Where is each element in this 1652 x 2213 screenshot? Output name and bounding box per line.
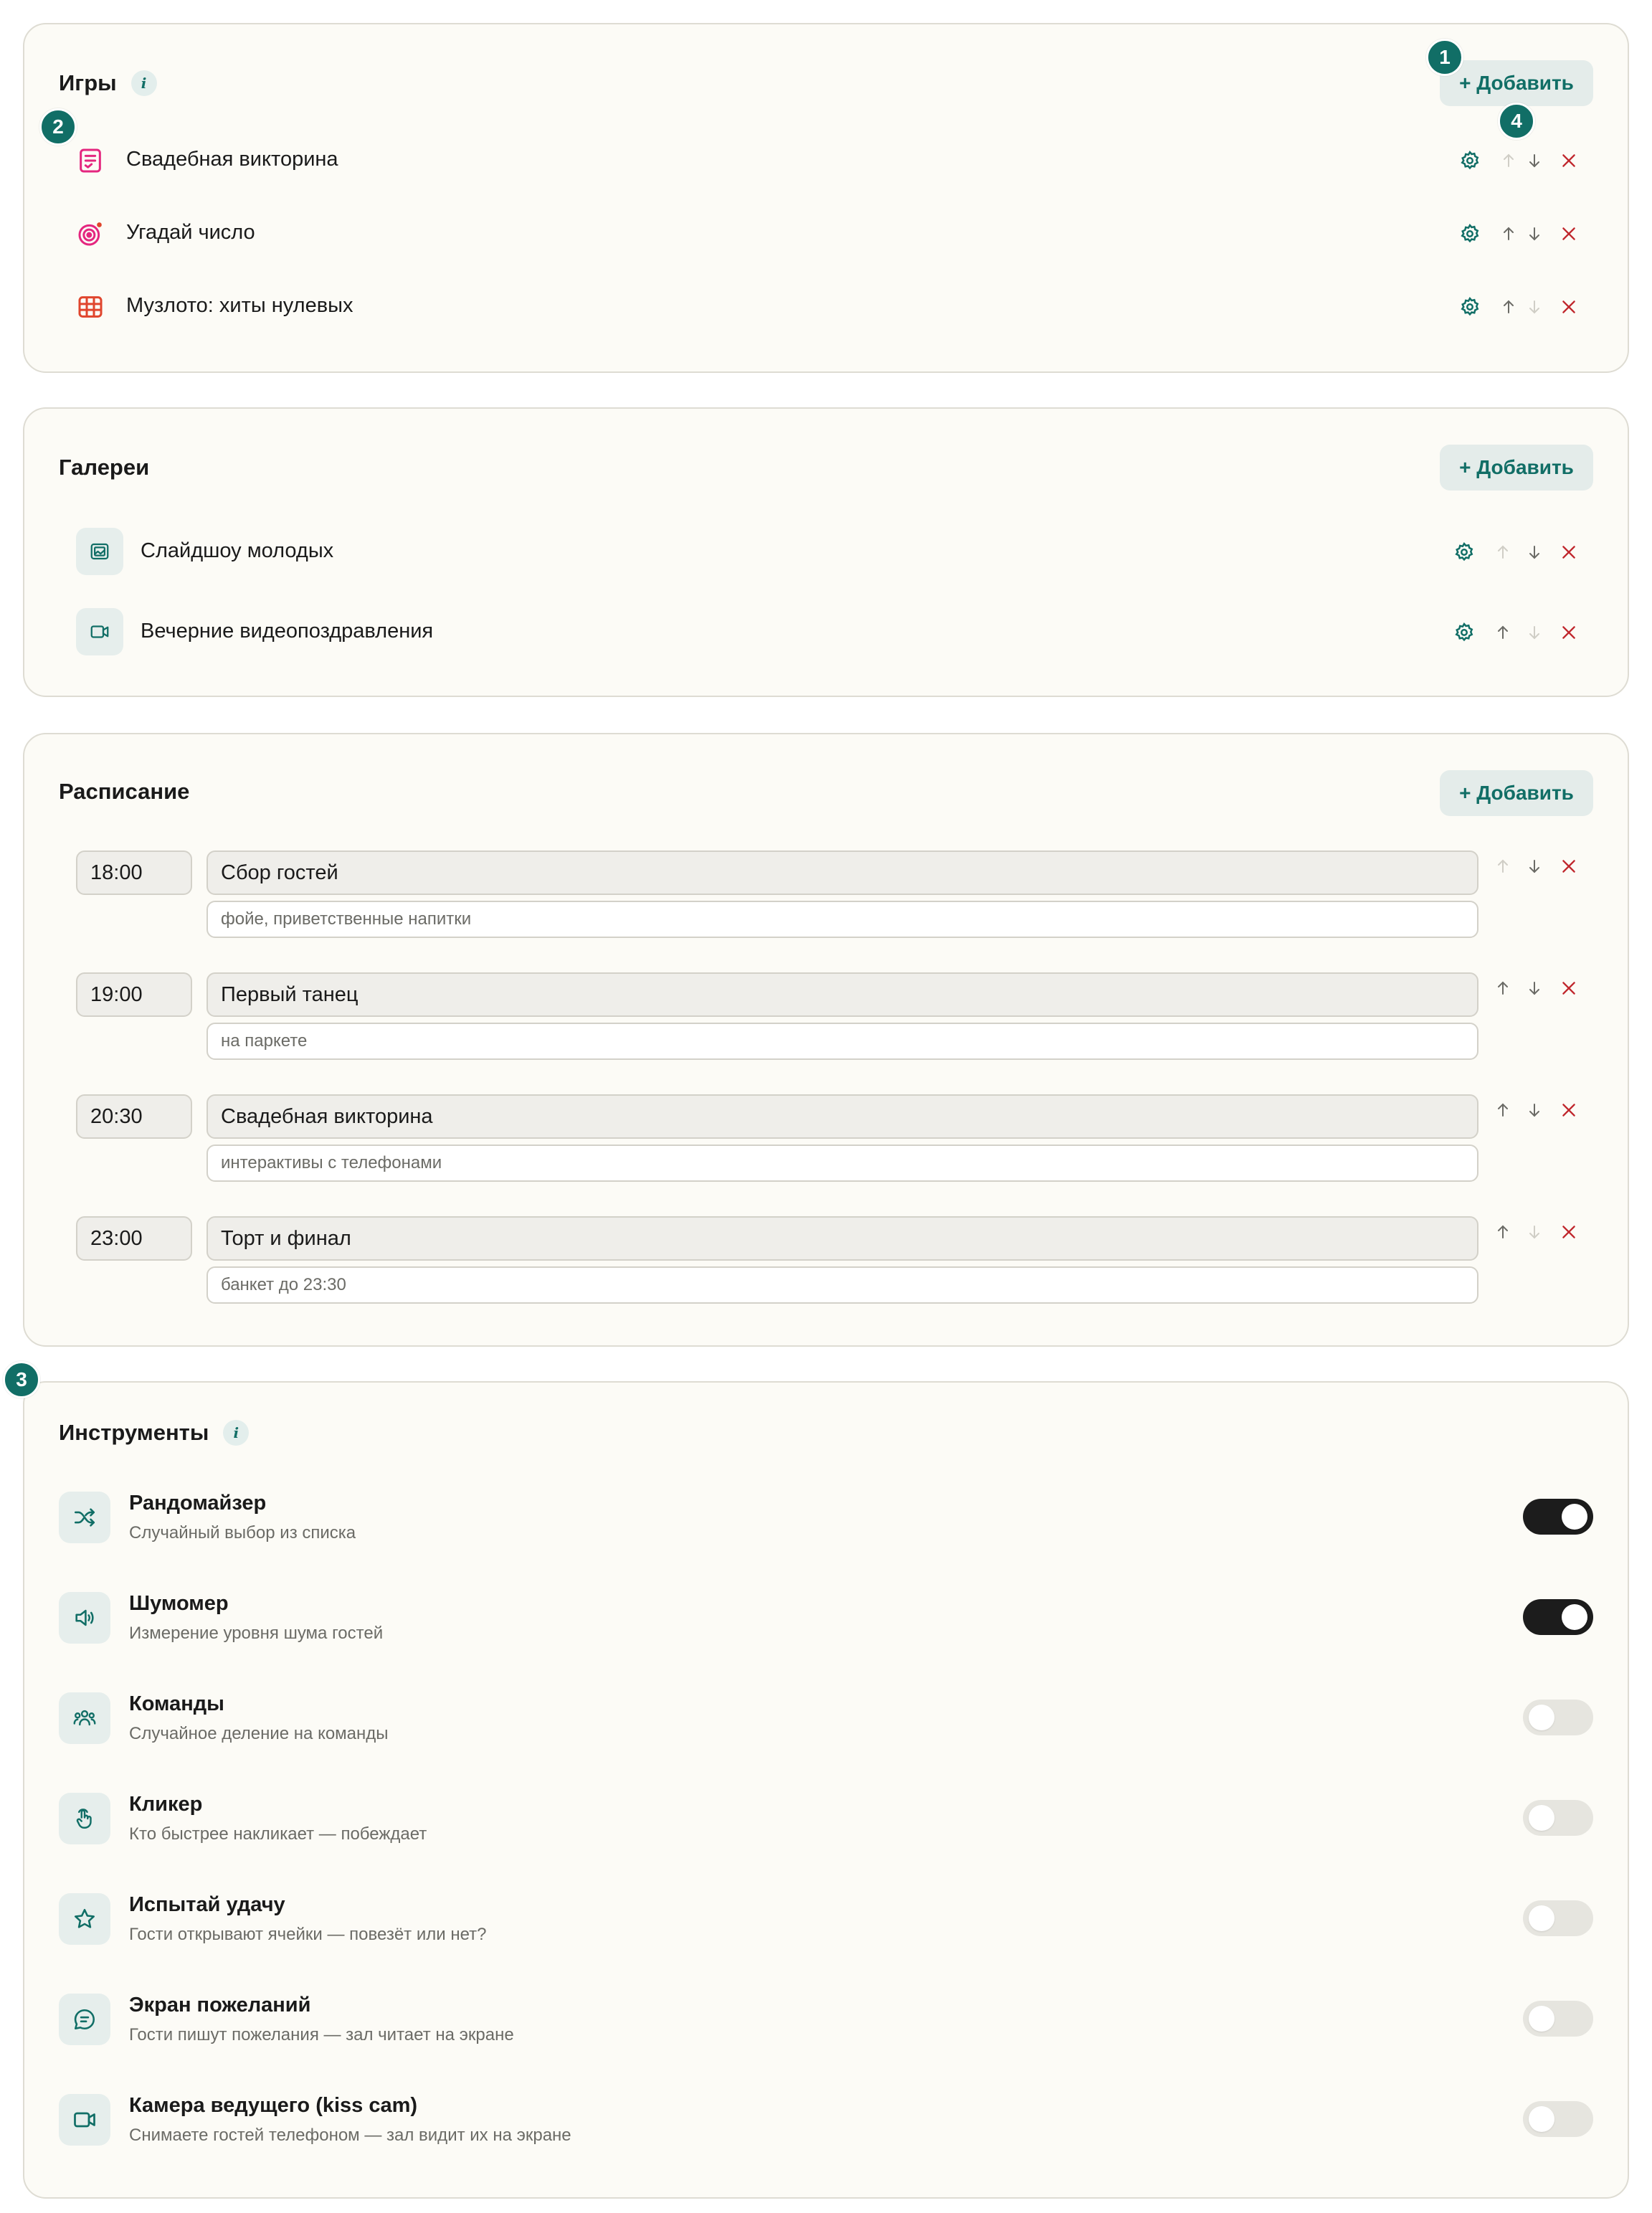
delete-icon[interactable] xyxy=(1554,852,1583,881)
tool-description: Случайное деление на команды xyxy=(129,1724,389,1743)
tool-name: Команды xyxy=(129,1692,224,1715)
galleries-title-wrap xyxy=(59,455,149,480)
tool-description: Снимаете гостей телефоном — зал видит их на экране xyxy=(129,2126,571,2145)
move-down-icon[interactable] xyxy=(1520,618,1549,647)
event-title-input[interactable]: Первый танец xyxy=(206,972,1478,1017)
speaker-icon xyxy=(59,1592,110,1644)
game-row xyxy=(24,132,1628,189)
event-title-input[interactable]: Торт и финал xyxy=(206,1216,1478,1261)
galleries-title: Галереи xyxy=(59,455,150,480)
event-note-input[interactable]: интерактивы с телефонами xyxy=(206,1145,1478,1182)
schedule-add-button[interactable]: + Добавить xyxy=(1440,770,1593,816)
games-title: Игры xyxy=(59,70,117,95)
move-up-icon[interactable] xyxy=(1489,538,1517,567)
move-up-icon[interactable] xyxy=(1494,293,1523,321)
move-up-icon[interactable] xyxy=(1489,1096,1517,1124)
delete-icon[interactable] xyxy=(1554,146,1583,175)
toggle-knob xyxy=(1562,1604,1587,1630)
schedule-card xyxy=(23,733,1629,1347)
grid-table-icon xyxy=(75,291,106,323)
shuffle-icon xyxy=(59,1492,110,1543)
games-card xyxy=(23,23,1629,373)
delete-icon[interactable] xyxy=(1554,538,1583,567)
delete-icon[interactable] xyxy=(1554,293,1583,321)
settings-icon[interactable] xyxy=(1456,146,1484,175)
game-label: Угадай число xyxy=(126,221,255,244)
tool-toggle[interactable] xyxy=(1523,2101,1593,2137)
tool-name: Рандомайзер xyxy=(129,1492,267,1515)
move-down-icon[interactable] xyxy=(1520,1096,1549,1124)
annotation-marker: 4 xyxy=(1498,103,1535,140)
move-up-icon[interactable] xyxy=(1489,1218,1517,1246)
delete-icon[interactable] xyxy=(1554,219,1583,248)
tools-title-wrap xyxy=(59,1420,249,1446)
toggle-knob xyxy=(1529,1805,1554,1831)
tool-toggle[interactable] xyxy=(1523,1499,1593,1535)
toggle-knob xyxy=(1529,2106,1554,2132)
event-title-input[interactable]: Сбор гостей xyxy=(206,850,1478,895)
tool-name: Кликер xyxy=(129,1793,203,1816)
image-icon xyxy=(76,528,123,575)
move-down-icon[interactable] xyxy=(1520,974,1549,1003)
tool-toggle[interactable] xyxy=(1523,2001,1593,2037)
tool-description: Измерение уровня шума гостей xyxy=(129,1624,384,1643)
video-icon xyxy=(76,608,123,655)
delete-icon[interactable] xyxy=(1554,618,1583,647)
toggle-knob xyxy=(1529,1705,1554,1730)
gallery-row xyxy=(24,523,1628,581)
annotation-marker: 3 xyxy=(3,1361,40,1398)
galleries-card xyxy=(23,407,1629,697)
move-up-icon[interactable] xyxy=(1489,974,1517,1003)
settings-icon[interactable] xyxy=(1456,293,1484,321)
tool-description: Гости пишут пожелания — зал читает на экране xyxy=(129,2025,514,2044)
event-title-input[interactable]: Свадебная викторина xyxy=(206,1094,1478,1139)
move-down-icon[interactable] xyxy=(1520,146,1549,175)
tool-toggle[interactable] xyxy=(1523,1900,1593,1936)
team-icon xyxy=(59,1692,110,1744)
delete-icon[interactable] xyxy=(1554,974,1583,1003)
game-label: Музлото: хиты нулевых xyxy=(126,294,353,317)
event-note-input[interactable]: фойе, приветственные напитки xyxy=(206,901,1478,938)
tap-hand-icon xyxy=(59,1793,110,1844)
tool-toggle[interactable] xyxy=(1523,1800,1593,1836)
schedule-title: Расписание xyxy=(59,779,190,804)
move-down-icon[interactable] xyxy=(1520,1218,1549,1246)
target-icon xyxy=(75,218,106,250)
game-row xyxy=(24,205,1628,262)
time-input[interactable]: 23:00 xyxy=(76,1216,192,1261)
game-row xyxy=(24,278,1628,336)
annotation-marker: 1 xyxy=(1426,39,1463,76)
delete-icon[interactable] xyxy=(1554,1218,1583,1246)
star-icon xyxy=(59,1893,110,1945)
tool-name: Камера ведущего (kiss cam) xyxy=(129,2094,418,2117)
gallery-label: Вечерние видеопоздравления xyxy=(141,620,434,643)
toggle-knob xyxy=(1529,2006,1554,2032)
time-input[interactable]: 19:00 xyxy=(76,972,192,1017)
annotation-marker: 2 xyxy=(39,108,77,146)
move-up-icon[interactable] xyxy=(1489,852,1517,881)
galleries-add-button[interactable]: + Добавить xyxy=(1440,445,1593,491)
tool-name: Экран пожеланий xyxy=(129,1994,311,2017)
settings-icon[interactable] xyxy=(1456,219,1484,248)
delete-icon[interactable] xyxy=(1554,1096,1583,1124)
games-add-button[interactable]: + Добавить xyxy=(1440,60,1593,106)
tool-name: Испытай удачу xyxy=(129,1893,285,1916)
quiz-list-icon xyxy=(75,145,106,176)
schedule-title-wrap xyxy=(59,779,189,805)
tool-toggle[interactable] xyxy=(1523,1599,1593,1635)
move-down-icon[interactable] xyxy=(1520,852,1549,881)
camera-icon xyxy=(59,2094,110,2146)
tools-info-icon[interactable]: i xyxy=(223,1420,249,1446)
move-down-icon[interactable] xyxy=(1520,538,1549,567)
event-note-input[interactable]: на паркете xyxy=(206,1023,1478,1060)
move-up-icon[interactable] xyxy=(1494,146,1523,175)
settings-icon[interactable] xyxy=(1450,618,1478,647)
move-up-icon[interactable] xyxy=(1494,219,1523,248)
move-down-icon[interactable] xyxy=(1520,293,1549,321)
games-info-icon[interactable]: i xyxy=(131,70,157,96)
toggle-knob xyxy=(1562,1504,1587,1530)
tools-card xyxy=(23,1381,1629,2199)
toggle-knob xyxy=(1529,1905,1554,1931)
time-input[interactable]: 18:00 xyxy=(76,850,192,895)
tool-description: Гости открывают ячейки — повезёт или нет? xyxy=(129,1925,487,1944)
event-note-input[interactable]: банкет до 23:30 xyxy=(206,1266,1478,1304)
time-input[interactable]: 20:30 xyxy=(76,1094,192,1139)
settings-icon[interactable] xyxy=(1450,538,1478,567)
tool-toggle[interactable] xyxy=(1523,1700,1593,1735)
tool-name: Шумомер xyxy=(129,1592,229,1615)
tool-description: Кто быстрее накликает — побеждает xyxy=(129,1824,427,1844)
move-up-icon[interactable] xyxy=(1489,618,1517,647)
gallery-row xyxy=(24,604,1628,661)
games-title-wrap xyxy=(59,70,157,96)
gallery-label: Слайдшоу молодых xyxy=(141,539,334,562)
tools-title: Инструменты xyxy=(59,1420,209,1445)
tool-description: Случайный выбор из списка xyxy=(129,1523,356,1543)
game-label: Свадебная викторина xyxy=(126,148,338,171)
chat-bubble-icon xyxy=(59,1994,110,2045)
move-down-icon[interactable] xyxy=(1520,219,1549,248)
